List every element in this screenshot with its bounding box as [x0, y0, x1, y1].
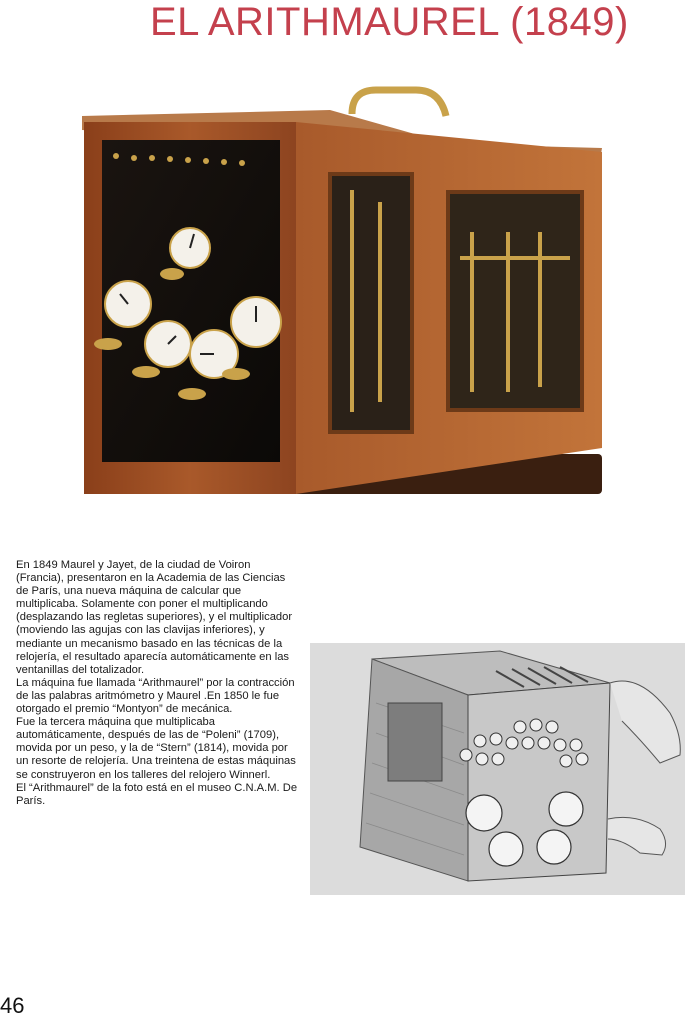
- page-number: 46: [0, 993, 25, 1018]
- paragraph-history: En 1849 Maurel y Jayet, de la ciudad de Voiron (Francia), presentaron en la Academia de las Ciencias de París, una nueva máquina de calcular que multiplicaba. Solamente con poner el multiplicando (desplazando las regletas superiores), y el multiplicador (moviendo las agujas con las clavijas inferiores), y mediante un mecanismo basado en las técnicas de la relojería, el resultado aparecía automáticamente en las ventanillas del totalizador.: [16, 559, 293, 676]
- page-title: EL ARITHMAUREL (1849): [150, 0, 629, 44]
- engraving-side-window: [388, 703, 442, 781]
- arithmaurel-photo: [80, 82, 610, 510]
- arithmaurel-engraving: [310, 643, 685, 895]
- paragraph-museum: El “Arithmaurel” de la foto está en el museo C.N.A.M. De París.: [16, 781, 298, 807]
- side-window-2: [448, 192, 582, 410]
- paragraph-name: La máquina fue llamada “Arithmaurel” por la contracción de las palabras aritmómetro y Maurel .En 1850 le fue otorgado el premio “Montyon” de mecánica.: [16, 676, 295, 716]
- handle: [352, 90, 446, 116]
- side-window-1: [330, 174, 412, 432]
- body-text: [16, 559, 298, 808]
- paragraph-predecessors: Fue la tercera máquina que multiplicaba automáticamente, después de las de “Poleni” (1709), movida por un peso, y la de “Stern” (1814), movida por un resorte de relojería. Una treintena de estas máquinas se construyeron en los talleres del relojero Winnerl.: [16, 716, 296, 781]
